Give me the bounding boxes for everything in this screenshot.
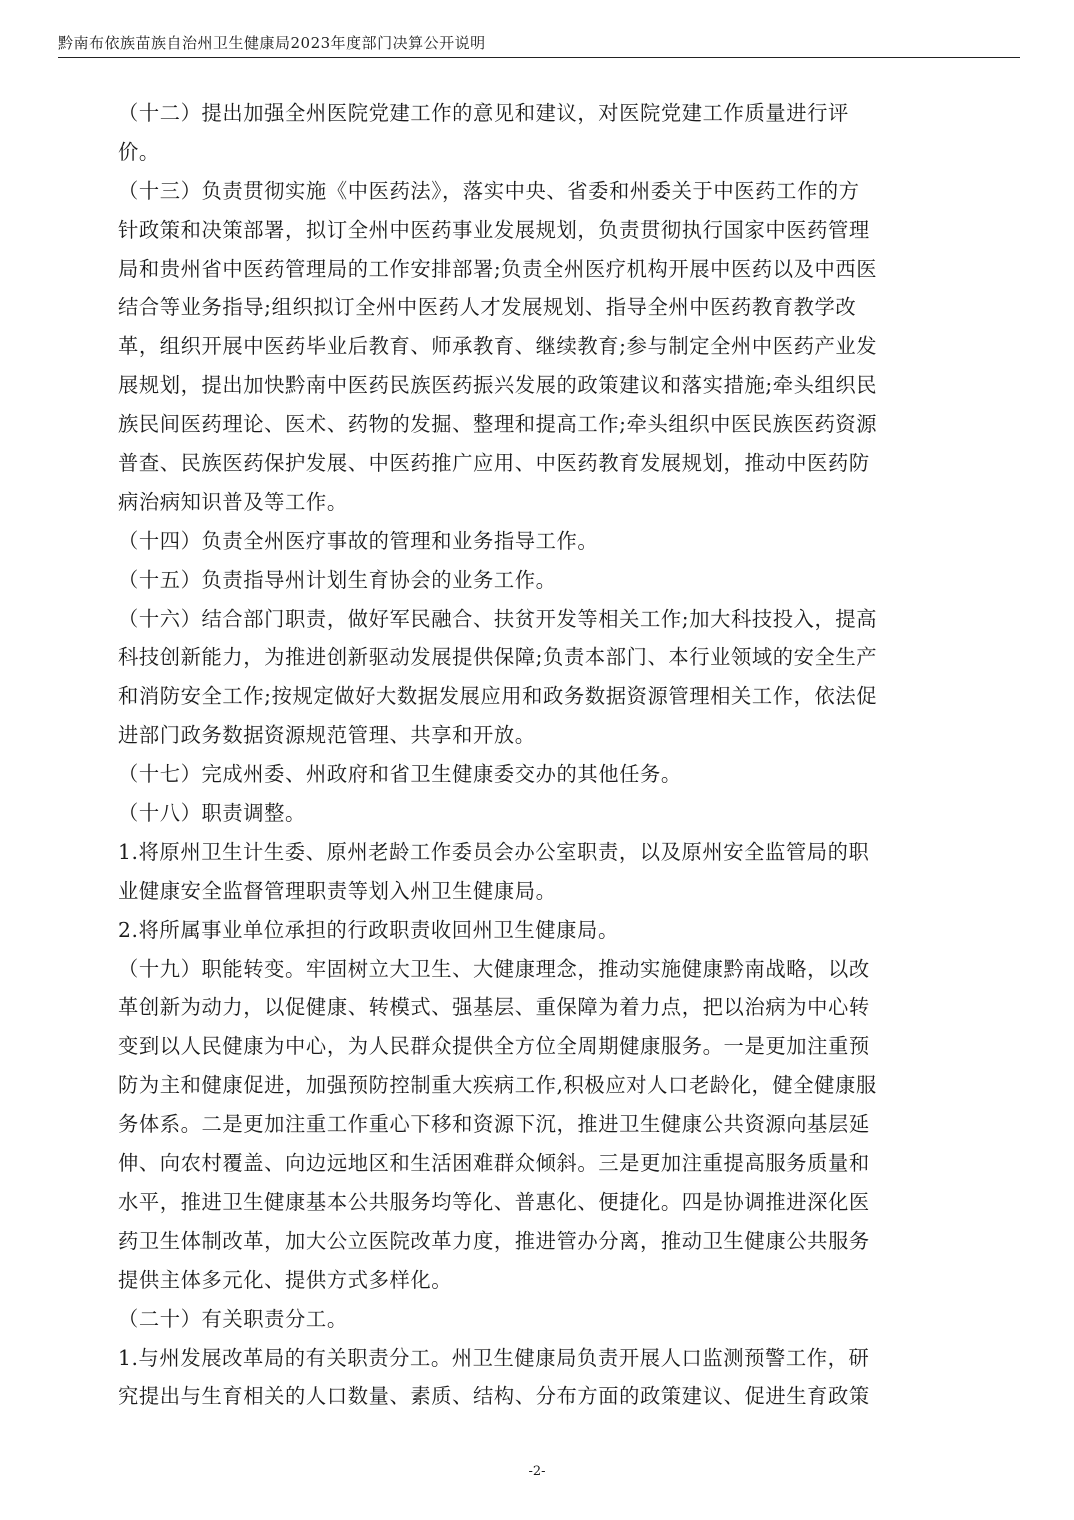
text-line: 变到以人民健康为中心，为人民群众提供全方位全周期健康服务。一是更加注重预: [118, 1034, 870, 1059]
text-line: 价。: [118, 139, 160, 164]
text-line: 和消防安全工作;按规定做好大数据发展应用和政务数据资源管理相关工作，依法促: [118, 684, 878, 709]
text-line: 伸、向农村覆盖、向边远地区和生活困难群众倾斜。三是更加注重提高服务质量和: [118, 1151, 870, 1176]
text-line: 革，组织开展中医药毕业后教育、师承教育、继续教育;参与制定全州中医药产业发: [118, 334, 878, 359]
text-line: 病治病知识普及等工作。: [118, 489, 348, 514]
text-line: 革创新为动力，以促健康、转模式、强基层、重保障为着力点，把以治病为中心转: [118, 995, 870, 1020]
text-line: 务体系。二是更加注重工作重心下移和资源下沉，推进卫生健康公共资源向基层延: [118, 1112, 870, 1137]
text-line: （十九）职能转变。牢固树立大卫生、大健康理念，推动实施健康黔南战略，以改: [118, 956, 870, 981]
text-line: （十四）负责全州医疗事故的管理和业务指导工作。: [118, 528, 599, 553]
text-line: 药卫生体制改革，加大公立医院改革力度，推进管办分离，推动卫生健康公共服务: [118, 1228, 870, 1253]
text-line: 进部门政务数据资源规范管理、共享和开放。: [118, 723, 536, 748]
text-line: 族民间医药理论、医术、药物的发掘、整理和提高工作;牵头组织中医民族医药资源: [118, 412, 878, 437]
text-line: （十六）结合部门职责，做好军民融合、扶贫开发等相关工作;加大科技投入，提高: [118, 606, 878, 631]
running-header: 黔南布依族苗族自治州卫生健康局2023年度部门决算公开说明: [58, 34, 486, 52]
text-line: 提供主体多元化、提供方式多样化。: [118, 1267, 453, 1292]
text-line: （十二）提出加强全州医院党建工作的意见和建议，对医院党建工作质量进行评: [118, 101, 849, 125]
text-line: （十八）职责调整。: [118, 801, 306, 826]
text-line: 1.将原州卫生计生委、原州老龄工作委员会办公室职责，以及原州安全监管局的职: [118, 839, 870, 864]
text-line: 2.将所属事业单位承担的行政职责收回州卫生健康局。: [118, 917, 619, 942]
text-line: 科技创新能力，为推进创新驱动发展提供保障;负责本部门、本行业领域的安全生产: [118, 645, 878, 670]
text-line: （二十）有关职责分工。: [118, 1306, 348, 1331]
page-number: -2-: [528, 1464, 546, 1479]
text-line: 业健康安全监督管理职责等划入州卫生健康局。: [118, 878, 557, 903]
text-line: 局和贵州省中医药管理局的工作安排部署;负责全州医疗机构开展中医药以及中西医: [118, 256, 878, 281]
header-divider: [58, 57, 1020, 58]
text-line: 针政策和决策部署，拟订全州中医药事业发展规划，负责贯彻执行国家中医药管理: [118, 217, 870, 242]
document-body: [118, 94, 948, 1416]
text-line: 1.与州发展改革局的有关职责分工。州卫生健康局负责开展人口监测预警工作，研: [118, 1345, 870, 1370]
text-line: 防为主和健康促进，加强预防控制重大疾病工作,积极应对人口老龄化，健全健康服: [118, 1073, 877, 1098]
text-line: （十七）完成州委、州政府和省卫生健康委交办的其他任务。: [118, 762, 682, 787]
text-line: 水平，推进卫生健康基本公共服务均等化、普惠化、便捷化。四是协调推进深化医: [118, 1189, 870, 1214]
text-line: （十五）负责指导州计划生育协会的业务工作。: [118, 567, 557, 592]
text-line: 究提出与生育相关的人口数量、素质、结构、分布方面的政策建议、促进生育政策: [118, 1384, 870, 1409]
text-line: 展规划，提出加快黔南中医药民族医药振兴发展的政策建议和落实措施;牵头组织民: [118, 373, 878, 398]
text-line: （十三）负责贯彻实施《中医药法》，落实中央、省委和州委关于中医药工作的方: [118, 178, 860, 203]
text-line: 结合等业务指导;组织拟订全州中医药人才发展规划、指导全州中医药教育教学改: [118, 295, 857, 320]
text-line: 普查、民族医药保护发展、中医药推广应用、中医药教育发展规划，推动中医药防: [118, 451, 870, 476]
